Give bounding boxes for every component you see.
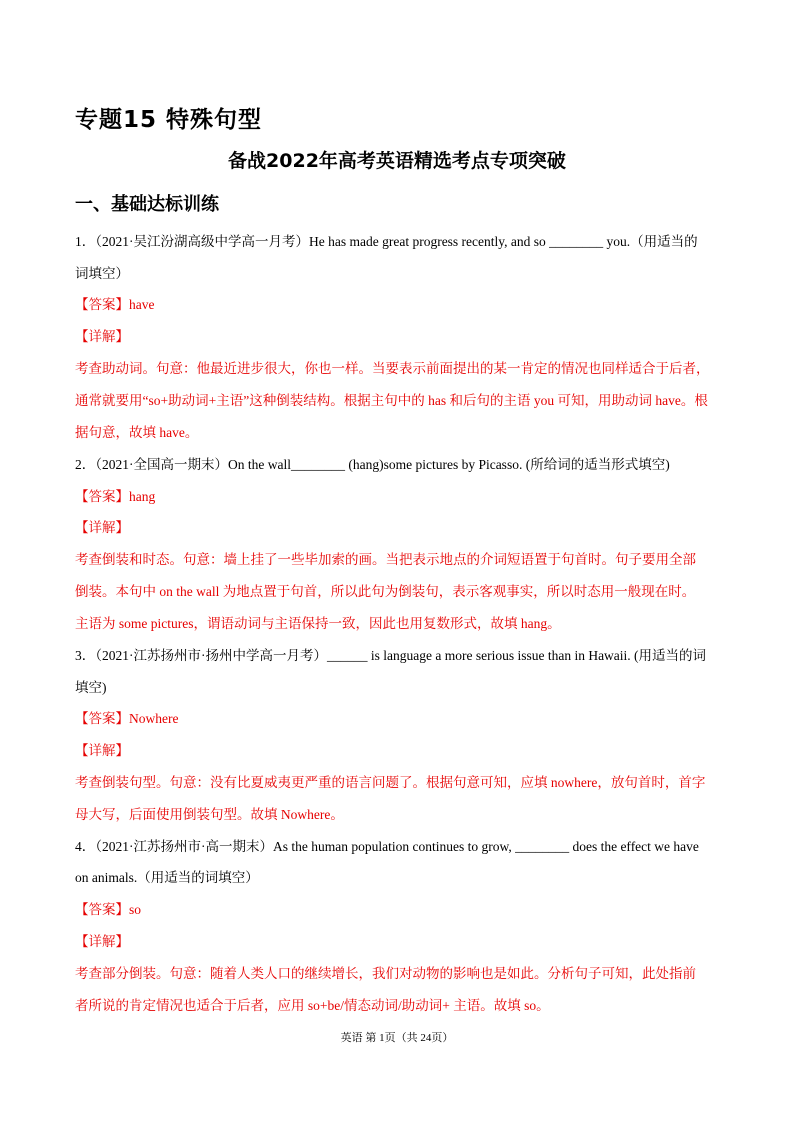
question-2-detail: 倒装。本句中 on the wall 为地点置于句首，所以此句为倒装句，表示客观事实，所以时态用一般现在时。 <box>75 584 696 599</box>
question-3-answer: 【答案】Nowhere <box>75 711 179 726</box>
question-1-detail-label: 【详解】 <box>75 329 129 344</box>
question-4-detail: 者所说的肯定情况也适合于后者，应用 so+be/情态动词/助动词+ 主语。故填 so。 <box>75 998 550 1013</box>
question-4-text: 4．（2021·江苏扬州市·高一期末）As the human population continues to grow, ________ does the effect we have <box>75 839 699 854</box>
question-2-answer: 【答案】hang <box>75 489 156 504</box>
question-3-text: 3．（2021·江苏扬州市·扬州中学高一月考）______ is language a more serious issue than in Hawaii. (用适当的词 <box>75 648 707 663</box>
question-1-text: 1．（2021·吴江汾湖高级中学高一月考）He has made great progress recently, and so ________ you.（用适当的 <box>75 234 698 249</box>
page-subtitle: 备战2022年高考英语精选考点专项突破 <box>228 150 566 172</box>
page-title: 专题15 特殊句型 <box>75 107 263 133</box>
question-4-text: on animals.（用适当的词填空） <box>75 870 259 885</box>
question-3-detail: 考查倒装句型。句意：没有比夏威夷更严重的语言问题了。根据句意可知，应填 nowhere，放句首时，首字 <box>75 775 706 790</box>
question-4-detail-label: 【详解】 <box>75 934 129 949</box>
question-3-text: 填空) <box>75 680 107 695</box>
question-4-detail: 考查部分倒装。句意：随着人类人口的继续增长，我们对动物的影响也是如此。分析句子可知，此处指前 <box>75 966 696 981</box>
question-2-detail: 主语为 some pictures，谓语动词与主语保持一致，因此也用复数形式，故填 hang。 <box>75 616 561 631</box>
question-1-answer: 【答案】have <box>75 297 155 312</box>
section-heading: 一、基础达标训练 <box>75 194 219 215</box>
question-1-text: 词填空） <box>75 266 129 281</box>
question-4-answer: 【答案】so <box>75 902 142 917</box>
question-3-detail: 母大写，后面使用倒装句型。故填 Nowhere。 <box>75 807 344 822</box>
page-footer: 英语 第 1页（共 24页） <box>340 1032 454 1044</box>
question-2-detail: 考查倒装和时态。句意：墙上挂了一些毕加索的画。当把表示地点的介词短语置于句首时。句子要用全部 <box>75 552 696 567</box>
question-2-text: 2．（2021·全国高一期末）On the wall________ (hang)some pictures by Picasso. (所给词的适当形式填空) <box>75 457 670 472</box>
question-1-detail: 考查助动词。句意：他最近进步很大，你也一样。当要表示前面提出的某一肯定的情况也同样适合于后者， <box>75 361 710 376</box>
question-1-detail: 通常就要用“so+助动词+主语”这种倒装结构。根据主句中的 has 和后句的主语 you 可知，用助动词 have。根 <box>75 393 708 408</box>
question-2-detail-label: 【详解】 <box>75 520 129 535</box>
question-1-detail: 据句意，故填 have。 <box>75 425 199 440</box>
question-3-detail-label: 【详解】 <box>75 743 129 758</box>
